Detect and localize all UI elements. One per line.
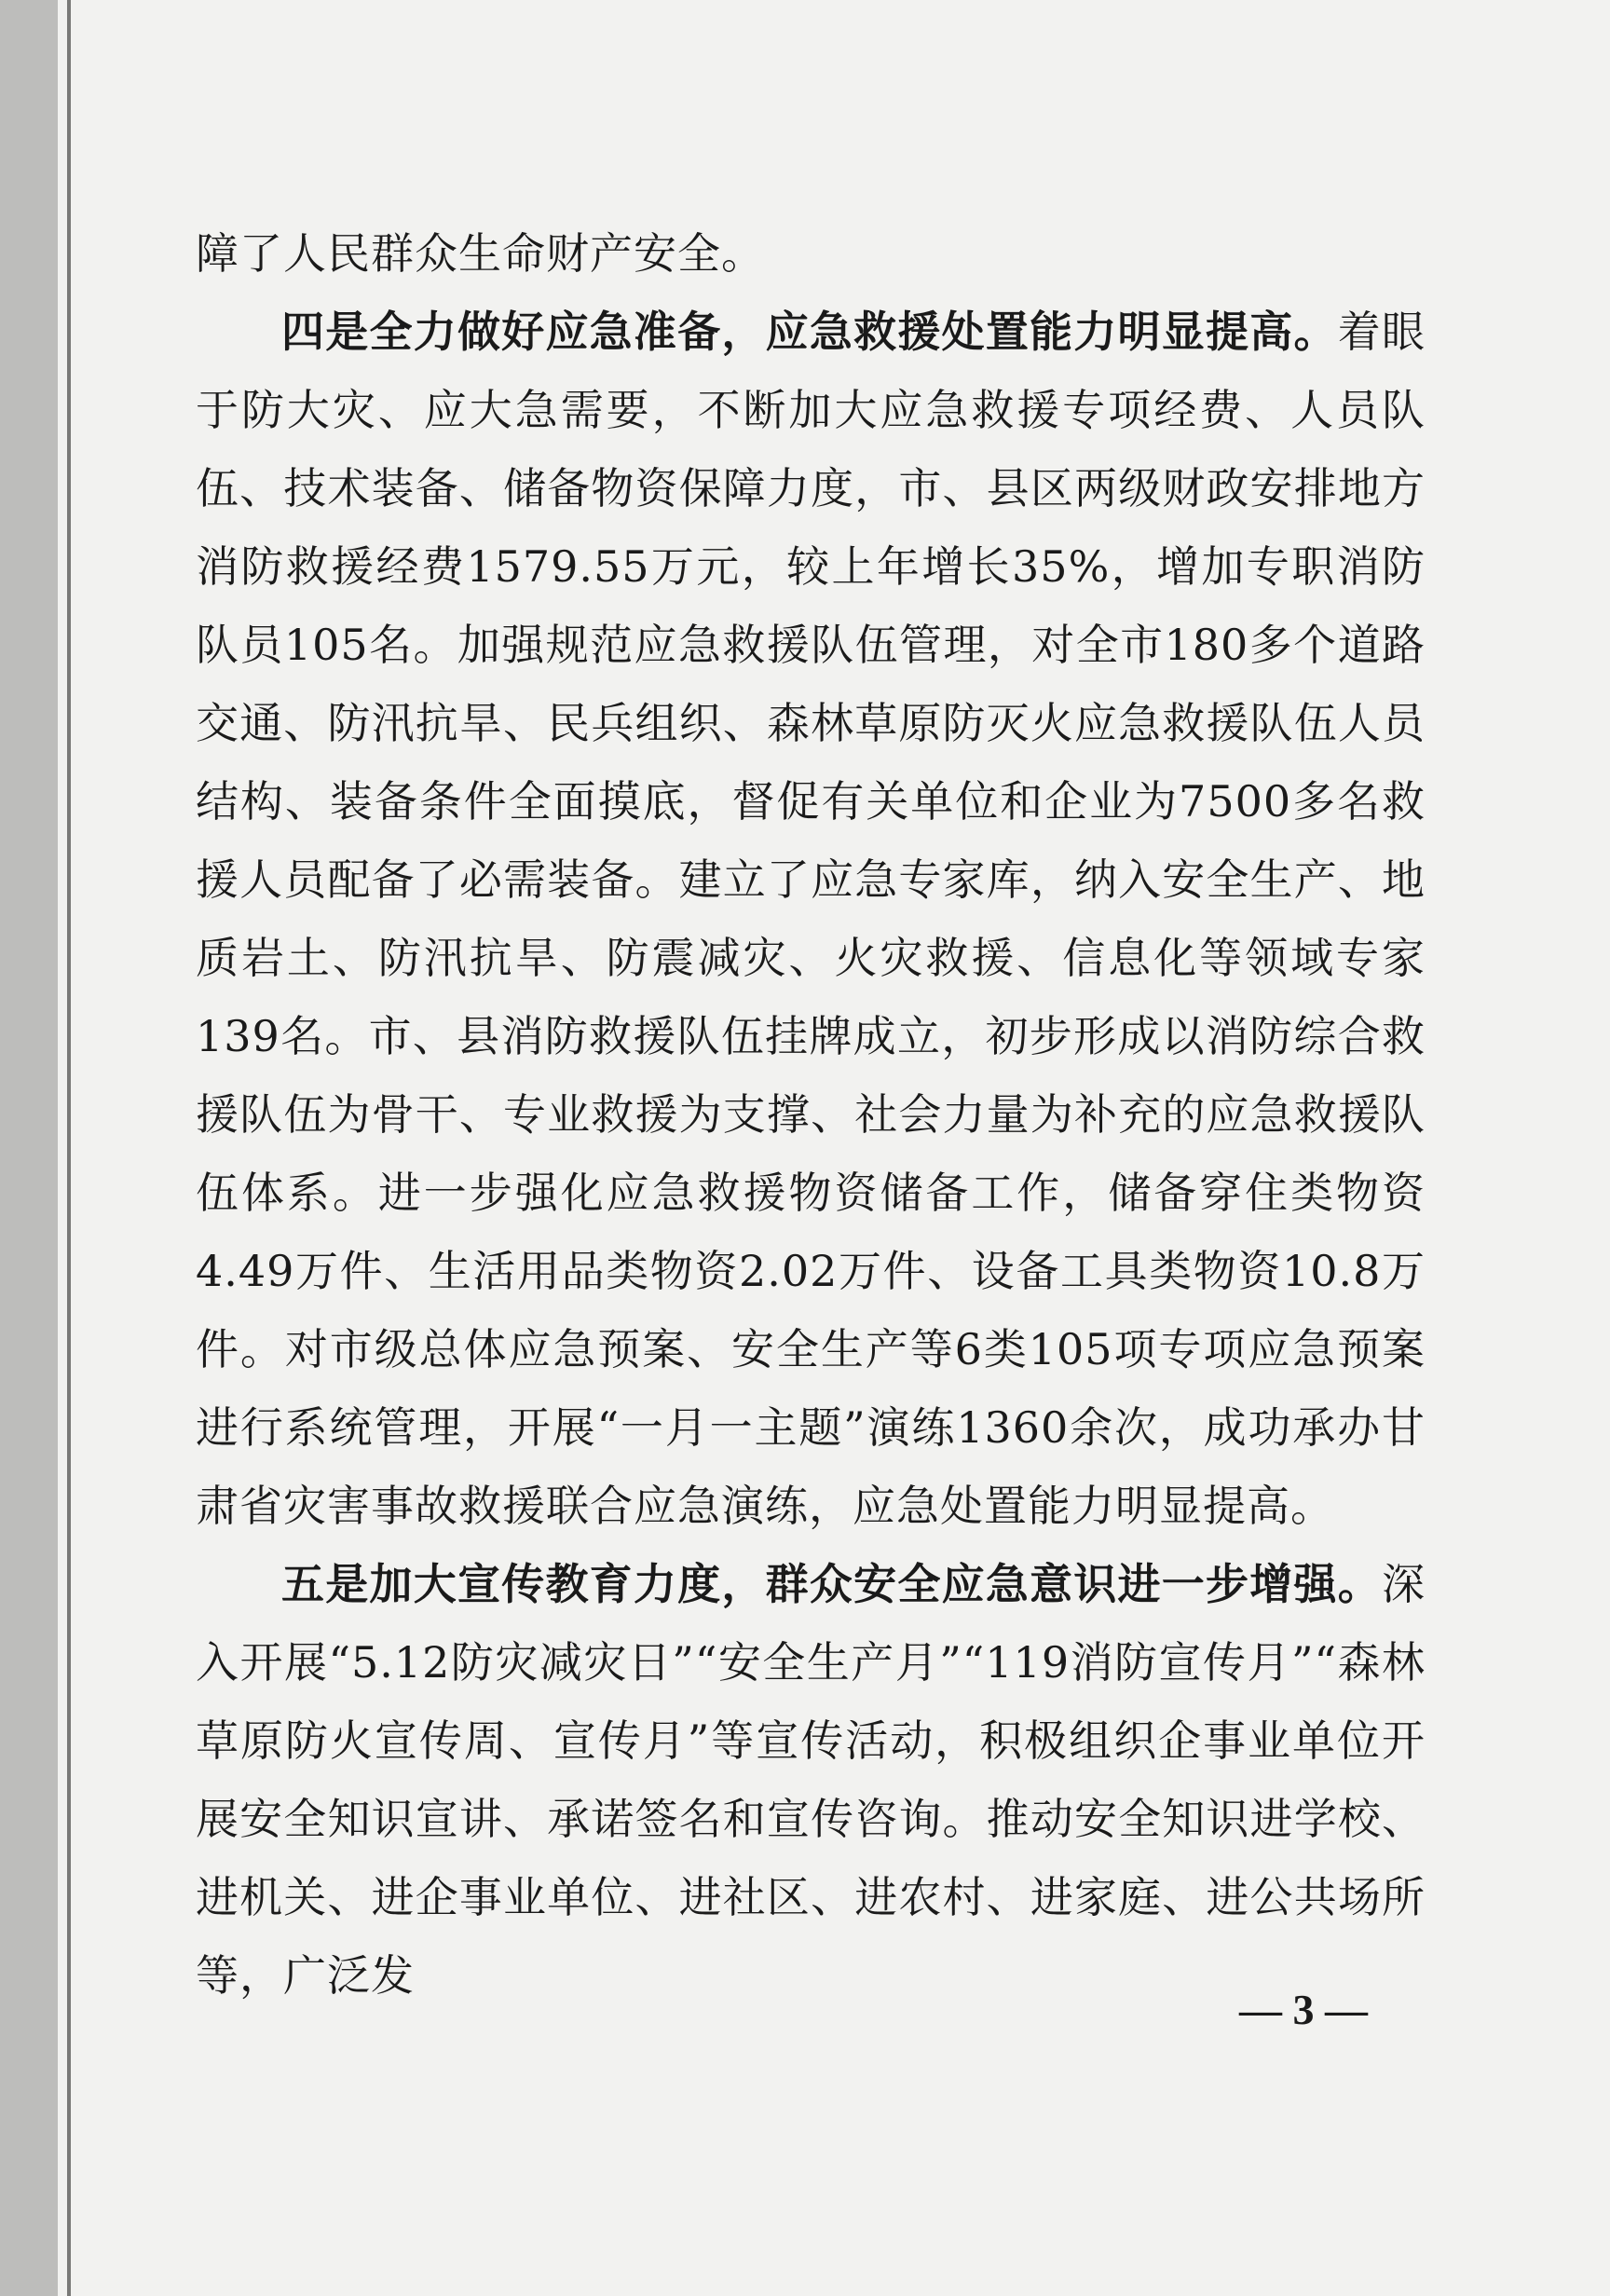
paragraph-four (196, 293, 1426, 1545)
paragraph-continuation (196, 214, 1426, 293)
paragraph-lead: 四是全力做好应急准备，应急救援处置能力明显提高。 (281, 307, 1338, 357)
paragraph-five (196, 1545, 1426, 2015)
scan-fold-line (67, 0, 71, 2296)
paragraph-text: 障了人民群众生命财产安全。 (196, 228, 765, 279)
paragraph-text: 深入开展“5.12防灾减灾日”“安全生产月”“119消防宣传月”“森林草原防火宣传周、宣传月”等宣传活动，积极组织企事业单位开展安全知识宣讲、承诺签名和宣传咨询。推动安全知识进学校、进机关、进企事业单位、进社区、进农村、进家庭、进公共场所等，广泛发 (196, 1559, 1426, 2001)
scan-left-margin (0, 0, 58, 2296)
paragraph-text: 着眼于防大灾、应大急需要，不断加大应急救援专项经费、人员队伍、技术装备、储备物资保障力度，市、县区两级财政安排地方消防救援经费1579.55万元，较上年增长35%，增加专职消防队员105名。加强规范应急救援队伍管理，对全市180多个道路交通、防汛抗旱、民兵组织、森林草原防灭火应急救援队伍人员结构、装备条件全面摸底，督促有关单位和企业为7500多名救援人员配备了必需装备。建立了应急专家库，纳入安全生产、地质岩土、防汛抗旱、防震减灾、火灾救援、信息化等领域专家139名。市、县消防救援队伍挂牌成立，初步形成以消防综合救援队伍为骨干、专业救援为支撑、社会力量为补充的应急救援队伍体系。进一步强化应急救援物资储备工作，储备穿住类物资4.49万件、生活用品类物资2.02万件、设备工具类物资10.8万件。对市级总体应急预案、安全生产等6类105项专项应急预案进行系统管理，开展“一月一主题”演练1360余次，成功承办甘肃省灾害事故救援联合应急演练，应急处置能力明显提高。 (196, 307, 1426, 1531)
paragraph-lead: 五是加大宣传教育力度，群众安全应急意识进一步增强。 (281, 1559, 1382, 1609)
document-page (196, 214, 1426, 2015)
page-number: — 3 — (1239, 1986, 1368, 2033)
